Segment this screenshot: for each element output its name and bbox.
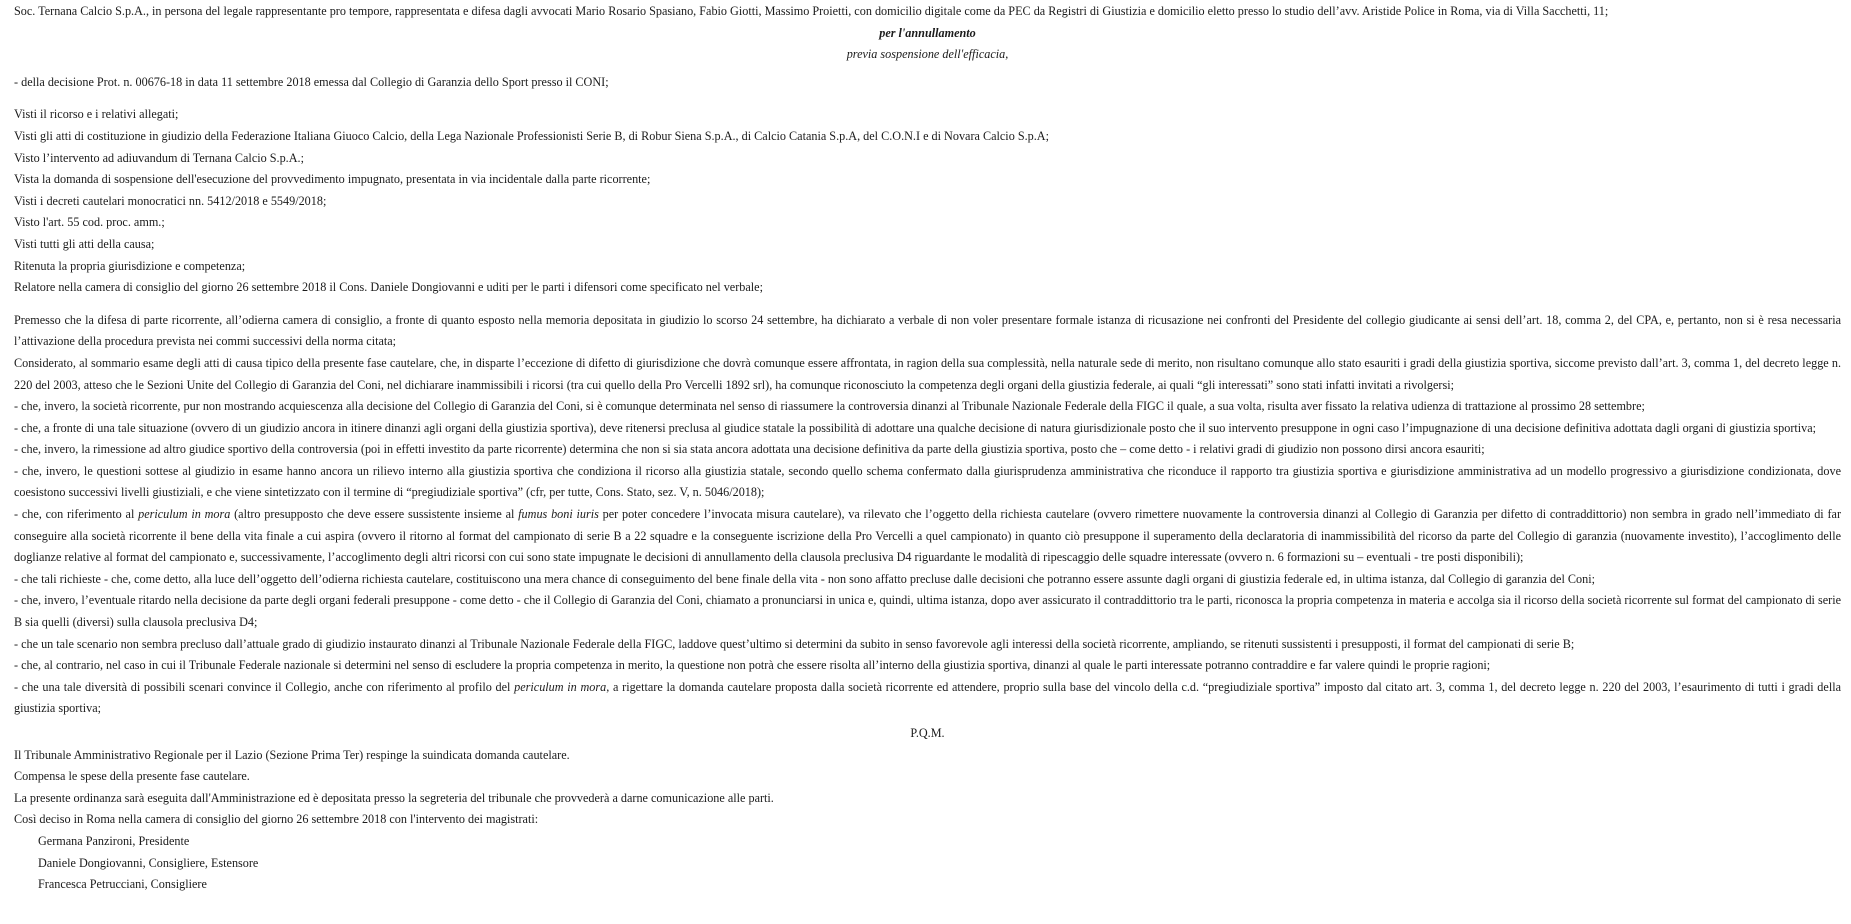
- judge-entry: Germana Panzironi, Presidente: [38, 833, 190, 848]
- latin-term: periculum in mora: [138, 507, 231, 522]
- dispositivo-section: [14, 745, 1841, 831]
- body-paragraph: - che, a fronte di una tale situazione (ovvero di un giudizio ancora in itinere dinanzi agli organi della giustizia sportiva), deve ritenersi preclusa al giudice statale la possibilità di adottare una qualche decisione di natura giurisdizionale posto che il suo intervento presuppone in ogni caso l’impugnazione di una decisione definitiva adottata dagli organi di giustizia sportiva;: [14, 420, 1817, 435]
- dispositivo-line: Compensa le spese della presente fase cautelare.: [14, 769, 250, 784]
- body-paragraph-conclusion: [14, 677, 1841, 720]
- dispositivo-line: La presente ordinanza sarà eseguita dall'Amministrazione ed è depositata presso la segreteria del tribunale che provvederà a darne comunicazione alle parti.: [14, 790, 774, 805]
- visti-line: Visto l'art. 55 cod. proc. amm.;: [14, 215, 165, 230]
- visti-line: Visti i decreti cautelari monocratici nn. 5412/2018 e 5549/2018;: [14, 193, 327, 208]
- visti-line: Visti il ricorso e i relativi allegati;: [14, 107, 179, 122]
- visti-line: Vista la domanda di sospensione dell'esecuzione del provvedimento impugnato, presentata in via incidentale dalla parte ricorrente;: [14, 172, 651, 187]
- decisione-impugnata: - della decisione Prot. n. 00676-18 in data 11 settembre 2018 emessa dal Collegio di Garanzia dello Sport presso il CONI;: [14, 74, 609, 89]
- previa-sospensione-line: previa sospensione dell'efficacia,: [846, 47, 1009, 62]
- text-run: per poter concedere l’invocata misura cautelare), va rilevato che l’oggetto della richiesta cautelare (ovvero rimettere nuovamente la controversia dinanzi al Collegio di Garanzia per difetto di contraddittorio) non sembra in grado nell’immediato di far conseguire alla società ricorrente il bene della vita finale a cui aspira (ovvero il ritorno al format del campionato di serie B a 22 squadre e la conseguente iscrizione della Pro Vercelli a quel campionato) in quanto ciò presuppone il superamento della declaratoria di inammissibilità del ricorso da parte del Collegio di garanzia (nuovamente investito), l’accoglimento delle doglianze relative al format del campionato e, successivamente, l’accoglimento degli altri ricorsi con cui sono state impugnate le decisioni di annullamento della clausola preclusiva D4 riguardante le modalità di ripescaggio delle squadre interessate (ovvero n. 6 formazioni su – eventuali - tre posti disponibili);: [14, 507, 1841, 565]
- text-run: - che, con riferimento al: [14, 507, 139, 522]
- visti-section: [14, 104, 1841, 298]
- visti-line: Visti tutti gli atti della causa;: [14, 236, 155, 251]
- parties-paragraph: Soc. Ternana Calcio S.p.A., in persona del legale rappresentante pro tempore, rappresentata e difesa dagli avvocati Mario Rosario Spasiano, Fabio Giotti, Massimo Proietti, con domicilio digitale come da PEC da Registri di Giustizia e domicilio eletto presso lo studio dell’avv. Aristide Police in Roma, via di Villa Sacchetti, 11;: [14, 4, 1609, 18]
- visti-line: Ritenuta la propria giurisdizione e competenza;: [14, 258, 246, 273]
- judge-entry: Francesca Petrucciani, Consigliere: [38, 877, 207, 892]
- body-paragraph: - che, invero, l’eventuale ritardo nella decisione da parte degli organi federali presuppone - come detto - che il Collegio di Garanzia del Coni, chiamato a pronunciarsi in unica e, quindi, ultima istanza, dopo aver assicurato il contraddittorio tra le parti, riconosca la propria competenza in materia e accolga sia il ricorso della società ricorrente sul format del campionato di serie B sia quelli (diversi) sulla clausola preclusiva D4;: [14, 593, 1841, 630]
- body-paragraph: - che, invero, la società ricorrente, pur non mostrando acquiescenza alla decisione del Collegio di Garanzia del Coni, si è comunque determinata nel senso di riassumere la controversia dinanzi al Tribunale Nazionale Federale della FIGC il quale, a sua volta, risulta aver fissato la relativa udienza di trattazione al prossimo 28 settembre;: [14, 399, 1645, 414]
- latin-term: fumus boni iuris: [518, 507, 599, 522]
- visti-line: Relatore nella camera di consiglio del giorno 26 settembre 2018 il Cons. Daniele Dongiovanni e uditi per le parti i difensori come specificato nel verbale;: [14, 280, 763, 295]
- body-paragraph: - che, invero, le questioni sottese al giudizio in esame hanno ancora un rilievo interno alla giustizia sportiva che condiziona il ricorso alla giustizia statale, secondo quello schema confermato dalla giurisprudenza amministrativa che riconduce il rapporto tra giustizia sportiva e giurisdizione amministrativa ad un modello progressivo a giurisdizione condizionata, dove coesistono successivi livelli giustiziali, e che viene sintetizzato con il termine di “pregiudiziale sportiva” (cfr, per tutte, Cons. Stato, sez. V, n. 5046/2018);: [14, 463, 1841, 500]
- text-run: (altro presupposto che deve essere sussistente insieme al: [230, 507, 519, 522]
- text-run: - che una tale diversità di possibili scenari convince il Collegio, anche con riferimento al profilo del: [14, 679, 515, 694]
- visti-line: Visti gli atti di costituzione in giudizio della Federazione Italiana Giuoco Calcio, della Lega Nazionale Professionisti Serie B, di Robur Siena S.p.A., di Calcio Catania S.p.A, del C.O.N.I e di Novara Calcio S.p.A;: [14, 128, 1049, 143]
- motivazione-section: [14, 310, 1841, 720]
- body-paragraph: - che tali richieste - che, come detto, alla luce dell’oggetto dell’odierna richiesta cautelare, costituiscono una mera chance di conseguimento del bene finale della vita - non sono affatto precluse dalle decisioni che potranno essere assunte dagli organi di giustizia federale ed, in ultima istanza, dal Collegio di garanzia del Coni;: [14, 571, 1595, 586]
- body-paragraph: - che, invero, la rimessione ad altro giudice sportivo della controversia (poi in effetti investito da parte ricorrente) determina che non si sia stata ancora adottata una decisione definitiva da parte della giustizia sportiva, posto che – come detto - i relativi gradi di giudizio non possono dirsi ancora esauriti;: [14, 442, 1485, 457]
- body-paragraph: - che, al contrario, nel caso in cui il Tribunale Federale nazionale si determini nel senso di escludere la propria competenza in merito, la questione non potrà che essere risolta all’interno della giustizia sportiva, dinanzi al quale le parti interessate potranno contraddire e far valere quindi le proprie ragioni;: [14, 658, 1491, 673]
- latin-term: periculum in mora: [514, 679, 607, 694]
- body-paragraph-periculum: [14, 504, 1841, 569]
- dispositivo-line: Così deciso in Roma nella camera di consiglio del giorno 26 settembre 2018 con l'intervento dei magistrati:: [14, 812, 539, 827]
- body-paragraph: Considerato, al sommario esame degli atti di causa tipico della presente fase cautelare, che, in disparte l’eccezione di difetto di giurisdizione che dovrà comunque essere affrontata, in ragion della sua complessità, nella naturale sede di merito, non risultano comunque allo stato esauriti i gradi della giustizia sportiva, siccome previsto dall’art. 3, comma 1, del decreto legge n. 220 del 2003, atteso che le Sezioni Unite del Collegio di Garanzia del Coni, nel dichiarare inammissibili i ricorsi (tra cui quello della Pro Vercelli 1892 srl), ha comunque riconosciuto la competenza degli organi della giustizia federale, ai quali “gli interessati” sono stati infatti invitati a rivolgersi;: [14, 355, 1841, 392]
- dispositivo-line: Il Tribunale Amministrativo Regionale per il Lazio (Sezione Prima Ter) respinge la suindicata domanda cautelare.: [14, 747, 570, 762]
- text-run: , a rigettare la domanda cautelare proposta dalla società ricorrente ed attendere, proprio sulla base del vincolo della c.d. “pregiudiziale sportiva” imposto dal citato art. 3, comma 1, del decreto legge n. 220 del 2003, l’esaurimento di tutti i gradi della giustizia sportiva;: [14, 679, 1841, 716]
- body-paragraph: Premesso che la difesa di parte ricorrente, all’odierna camera di consiglio, a fronte di quanto esposto nella memoria depositata in giudizio lo scorso 24 settembre, ha dichiarato a verbale di non voler presentare formale istanza di ricusazione nei confronti del Presidente del collegio giudicante ai sensi dell’art. 18, comma 2, del CPA, e, pertanto, non si è resa necessaria l’attivazione della procedura prevista nei commi successivi della norma citata;: [14, 312, 1841, 349]
- pqm-heading: P.Q.M.: [910, 726, 945, 740]
- judge-entry: Daniele Dongiovanni, Consigliere, Estensore: [38, 855, 259, 870]
- judges-list: [14, 831, 1841, 896]
- visti-line: Visto l’intervento ad adiuvandum di Ternana Calcio S.p.A.;: [14, 150, 304, 165]
- per-annullamento-heading: per l'annullamento: [879, 25, 976, 40]
- body-paragraph: - che un tale scenario non sembra precluso dall’attuale grado di giudizio instaurato dinanzi al Tribunale Nazionale Federale della FIGC, laddove quest’ultimo si determini da subito in senso favorevole agli interessi della società ricorrente, ampliando, se ritenuti sussistenti i presupposti, il format del campionati di serie B;: [14, 636, 1575, 651]
